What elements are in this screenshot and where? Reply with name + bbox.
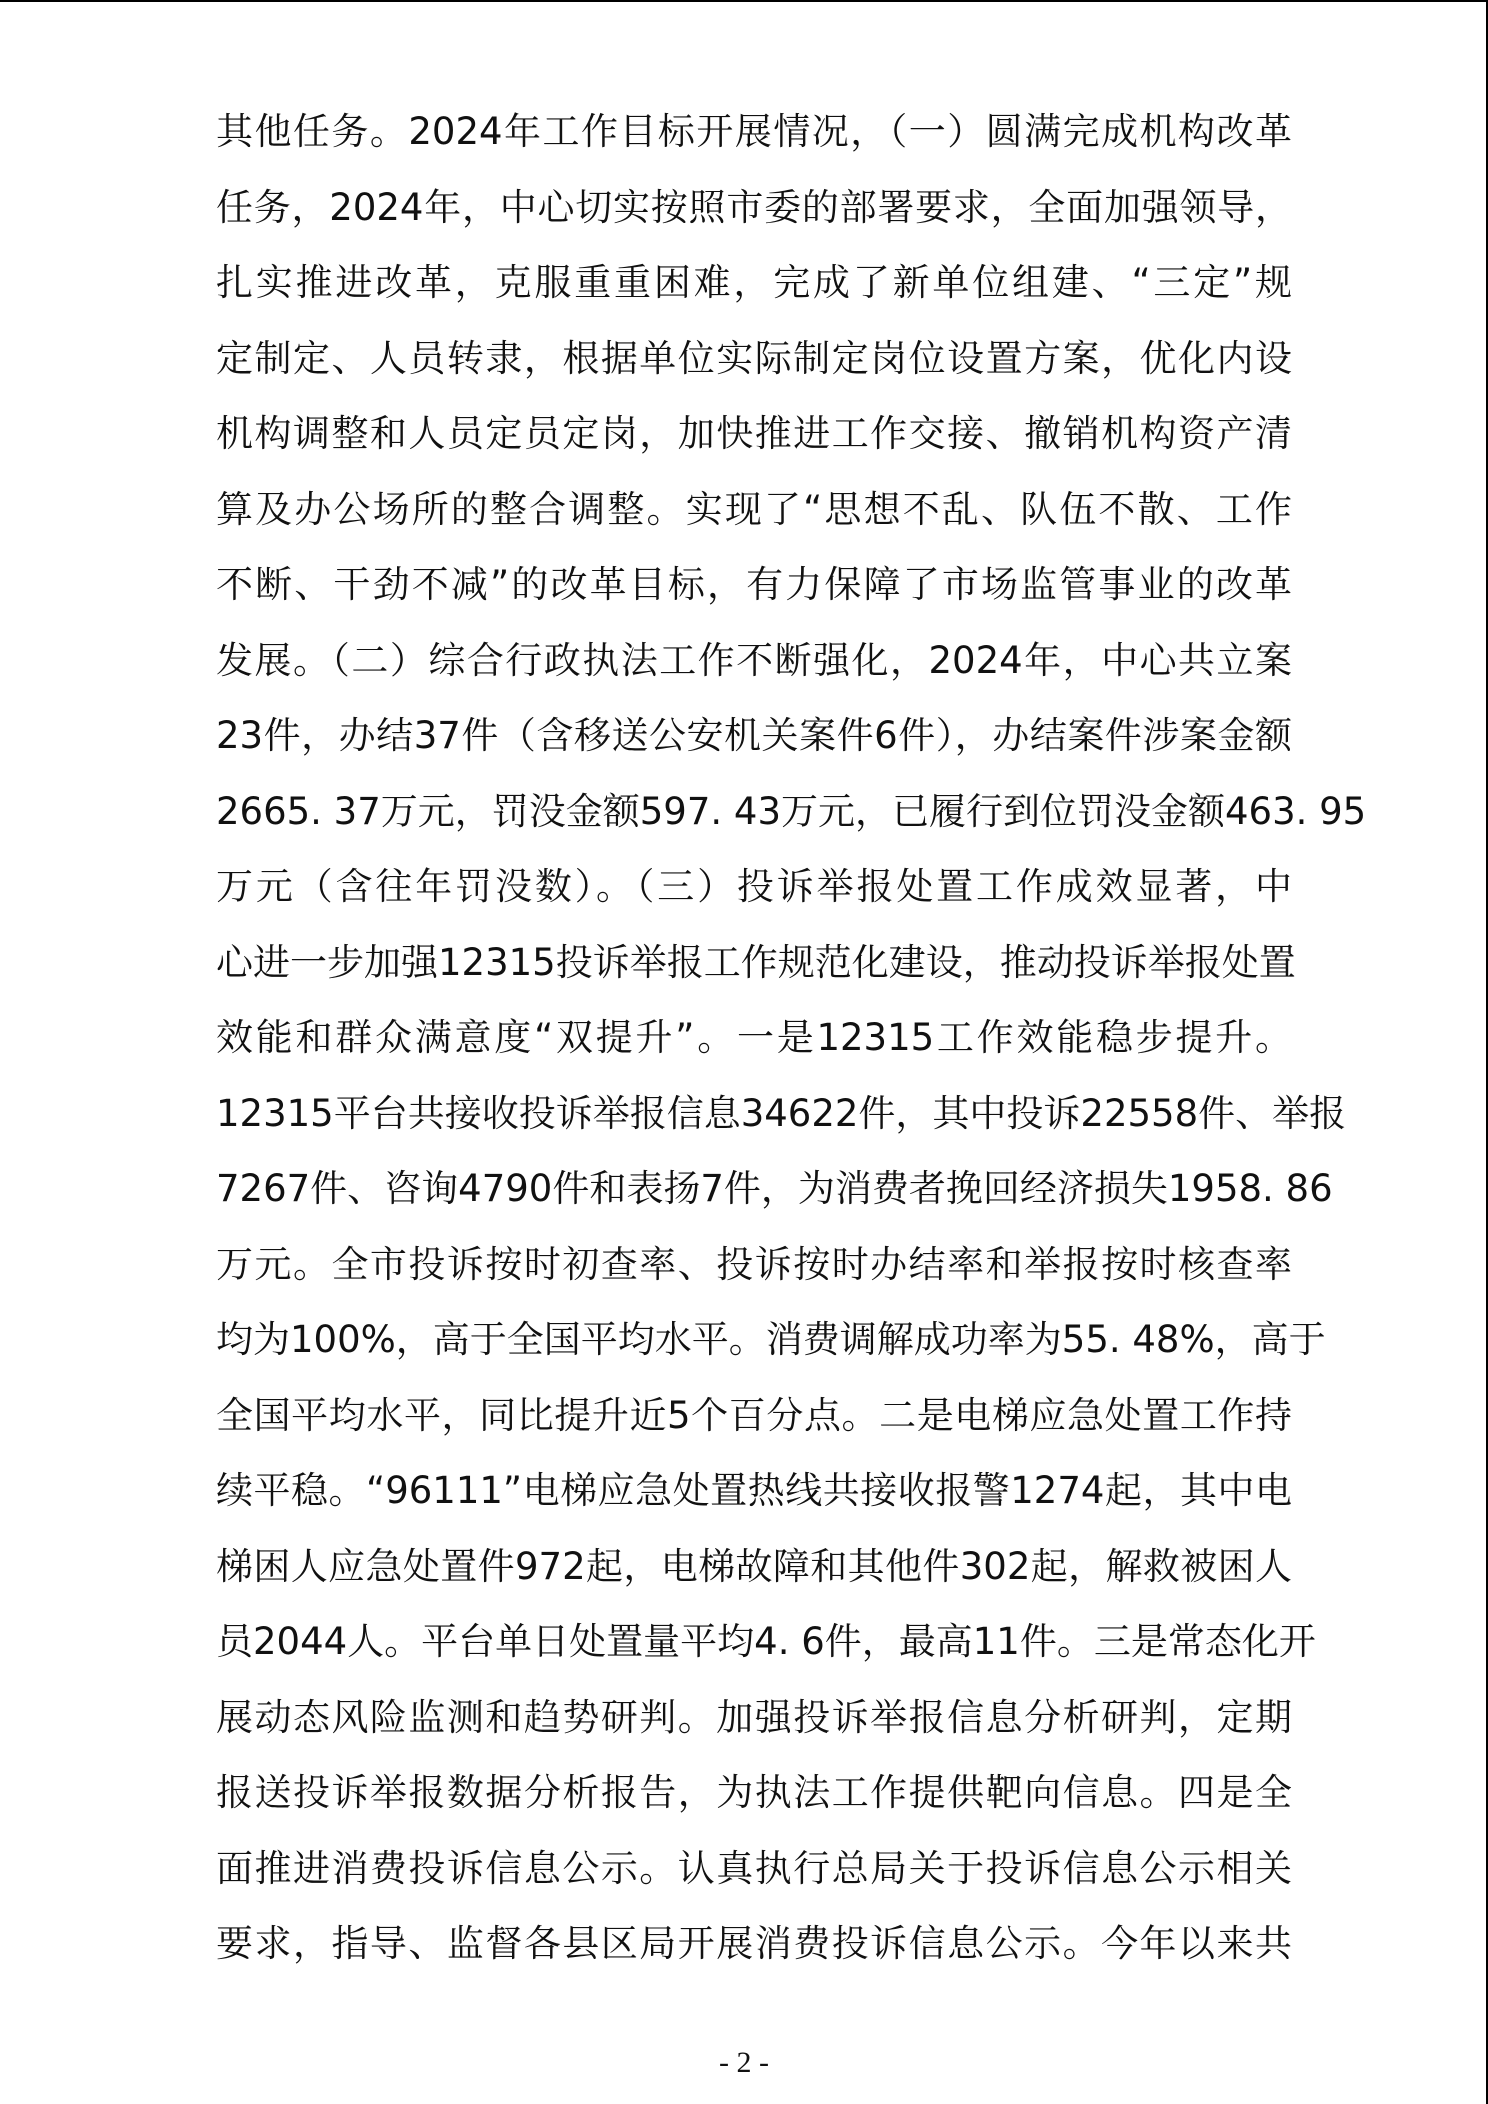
text-line: 续平稳。“96111”电梯应急处置热线共接收报警1274起，其中电 — [216, 1469, 1292, 1512]
text-line: 12315平台共接收投诉举报信息34622件，其中投诉22558件、举报 — [216, 1091, 1347, 1135]
text-line: 全国平均水平，同比提升近5个百分点。二是电梯应急处置工作持 — [216, 1393, 1292, 1437]
text-line: 定制定、人员转隶，根据单位实际制定岗位设置方案，优化内设 — [216, 336, 1292, 380]
text-line: 要求，指导、监督各县区局开展消费投诉信息公示。今年以来共 — [216, 1922, 1292, 1965]
text-line: 员2044人。平台单日处置量平均4. 6件，最高11件。三是常态化开 — [216, 1620, 1316, 1663]
text-line: 报送投诉举报数据分析报告，为执法工作提供靶向信息。四是全 — [216, 1771, 1292, 1814]
text-line: 心进一步加强12315投诉举报工作规范化建设，推动投诉举报处置 — [216, 940, 1296, 984]
text-line: 2665. 37万元，罚没金额597. 43万元，已履行到位罚没金额463. 95 — [216, 789, 1367, 833]
page-number: - 2 - — [719, 2046, 769, 2079]
text-line: 效能和群众满意度“双提升”。一是12315工作效能稳步提升。 — [216, 1016, 1292, 1059]
text-line: 均为100%，高于全国平均水平。消费调解成功率为55. 48%，高于 — [216, 1318, 1326, 1361]
text-line: 万元。全市投诉按时初查率、投诉按时办结率和举报按时核查率 — [216, 1242, 1292, 1286]
text-line: 扎实推进改革，克服重重困难，完成了新单位组建、“三定”规 — [216, 261, 1292, 304]
text-line: 发展。（二）综合行政执法工作不断强化，2024年，中心共立案 — [216, 638, 1292, 682]
text-line: 展动态风险监测和趋势研判。加强投诉举报信息分析研判，定期 — [216, 1695, 1292, 1739]
text-line: 万元（含往年罚没数）。（三）投诉举报处置工作成效显著，中 — [216, 865, 1292, 908]
text-line: 23件，办结37件（含移送公安机关案件6件），办结案件涉案金额 — [216, 714, 1292, 757]
text-line: 梯困人应急处置件972起，电梯故障和其他件302起，解救被困人 — [216, 1544, 1292, 1588]
text-line: 任务，2024年，中心切实按照市委的部署要求，全面加强领导， — [216, 185, 1292, 229]
text-line: 算及办公场所的整合调整。实现了“思想不乱、队伍不散、工作 — [216, 487, 1292, 531]
text-line: 机构调整和人员定员定岗，加快推进工作交接、撤销机构资产清 — [216, 412, 1292, 455]
text-line: 其他任务。2024年工作目标开展情况，（一）圆满完成机构改革 — [216, 110, 1292, 153]
text-line: 面推进消费投诉信息公示。认真执行总局关于投诉信息公示相关 — [216, 1846, 1292, 1890]
text-line: 7267件、咨询4790件和表扬7件，为消费者挽回经济损失1958. 86 — [216, 1167, 1333, 1210]
body-text — [216, 94, 1367, 1982]
text-line: 不断、干劲不减”的改革目标，有力保障了市场监管事业的改革 — [216, 563, 1292, 606]
